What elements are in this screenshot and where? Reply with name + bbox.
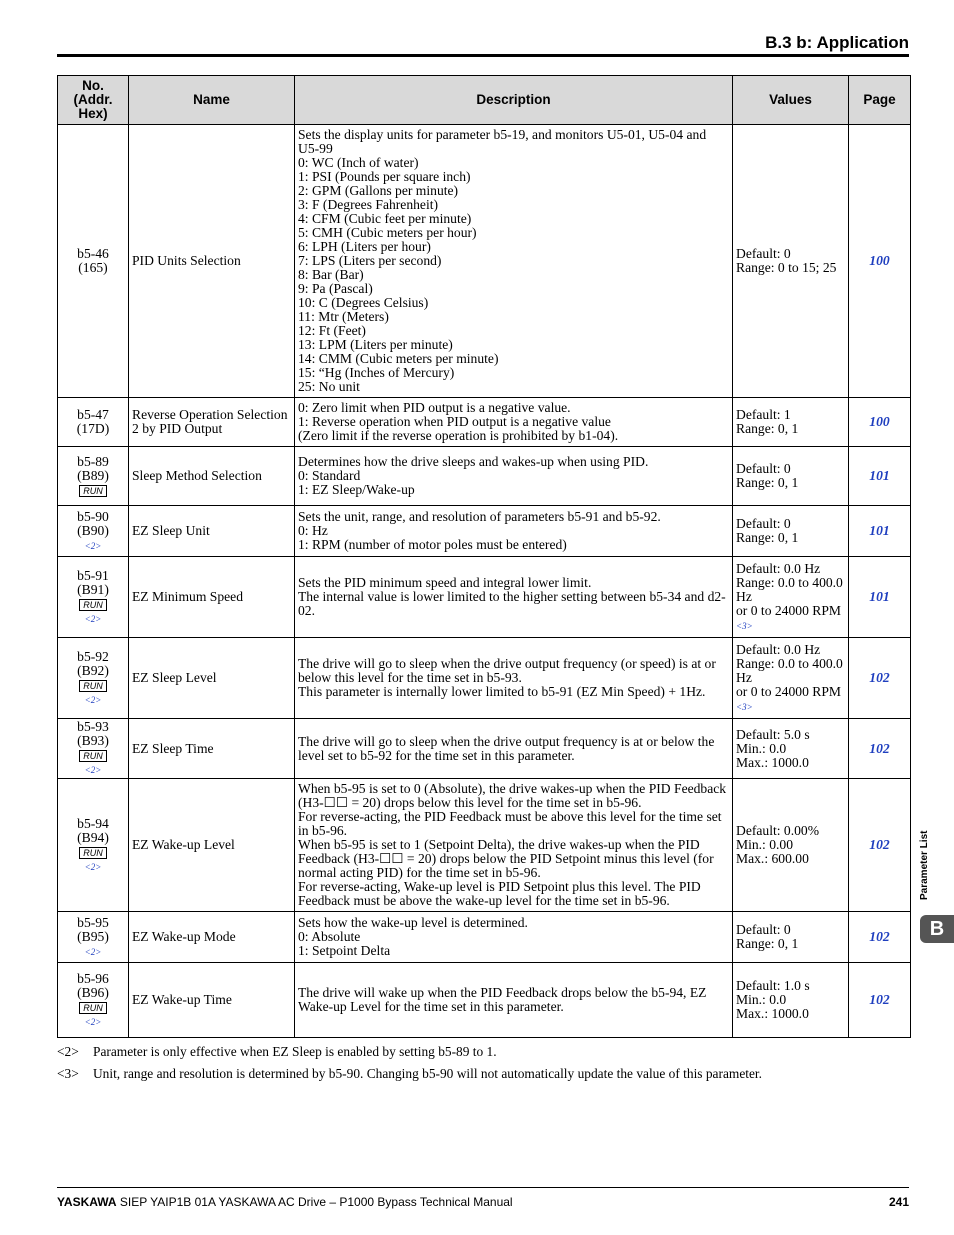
cell-values	[733, 125, 849, 398]
cell-number	[58, 963, 129, 1038]
cell-description	[295, 638, 733, 719]
cell-page	[849, 557, 911, 638]
value-line: or 0 to 24000 RPM	[736, 602, 841, 618]
cell-number	[58, 912, 129, 963]
description-line: 5: CMH (Cubic meters per hour)	[298, 225, 477, 240]
value-line: Max.: 1000.0	[736, 1006, 809, 1021]
description-line: 1: Reverse operation when PID output is a negative value	[298, 414, 611, 429]
description-line: Determines how the drive sleeps and wakes-up when using PID.	[298, 454, 649, 469]
description-line: Sets the display units for parameter b5-19, and monitors U5-01, U5-04 and U5-99	[298, 127, 707, 156]
cell-values	[733, 963, 849, 1038]
page-link[interactable]: 102	[869, 929, 890, 944]
cell-name	[129, 719, 295, 779]
param-address: (B94)	[77, 829, 109, 845]
value-line: Min.: 0.0	[736, 992, 787, 1007]
cell-values	[733, 557, 849, 638]
description-line: 1: Setpoint Delta	[298, 943, 391, 958]
header-rule	[57, 54, 909, 57]
note-ref[interactable]: <2>	[84, 1016, 102, 1027]
value-line: Default: 0	[736, 516, 791, 531]
param-name: EZ Minimum Speed	[132, 589, 244, 604]
cell-page	[849, 506, 911, 557]
table-row	[58, 557, 911, 638]
footnote-text: Unit, range and resolution is determined by b5-90. Changing b5-90 will not automatically update the value of this parameter.	[93, 1066, 762, 1081]
description-line: 0: WC (Inch of water)	[298, 155, 419, 170]
note-ref[interactable]: <2>	[84, 946, 102, 957]
page-link[interactable]: 100	[869, 253, 890, 268]
cell-values	[733, 719, 849, 779]
param-address: (B91)	[77, 581, 109, 597]
param-address: (B95)	[77, 928, 109, 944]
footnote-text: Parameter is only effective when EZ Sleep is enabled by setting b5-89 to 1.	[93, 1044, 497, 1059]
value-line: Max.: 600.00	[736, 851, 809, 866]
cell-values	[733, 912, 849, 963]
table-row	[58, 963, 911, 1038]
description-line: The drive will wake up when the PID Feedback drops below the b5-94, EZ Wake-up Level for the time set in this parameter.	[298, 985, 707, 1014]
footer-text: SIEP YAIP1B 01A YASKAWA AC Drive – P1000 Bypass Technical Manual	[116, 1195, 513, 1209]
cell-number	[58, 779, 129, 912]
value-line: Range: 0, 1	[736, 421, 799, 436]
col-header-no-line: Hex)	[78, 106, 108, 121]
table-header-row	[58, 76, 911, 125]
page-link[interactable]: 102	[869, 837, 890, 852]
value-line: Min.: 0.00	[736, 837, 794, 852]
cell-values	[733, 506, 849, 557]
param-address: (B90)	[77, 522, 109, 538]
description-line: 15: “Hg (Inches of Mercury)	[298, 365, 455, 380]
col-header-no-line: (Addr.	[73, 92, 113, 107]
value-line: Max.: 1000.0	[736, 754, 809, 770]
param-address: (B96)	[77, 984, 109, 1000]
note-ref[interactable]: <2>	[84, 540, 102, 551]
description-line: 0: Hz	[298, 523, 328, 538]
cell-name	[129, 447, 295, 506]
value-line: Default: 0	[736, 922, 791, 937]
param-number: b5-46	[77, 246, 109, 261]
value-line: Default: 0.0 Hz	[736, 560, 821, 576]
param-number: b5-91	[77, 567, 109, 583]
value-line: Range: 0, 1	[736, 475, 799, 490]
description-line: Sets how the wake-up level is determined.	[298, 915, 528, 930]
cell-values	[733, 447, 849, 506]
cell-number	[58, 506, 129, 557]
value-line: Default: 0	[736, 246, 791, 261]
note-ref[interactable]: <2>	[84, 694, 102, 705]
description-line: 13: LPM (Liters per minute)	[298, 337, 453, 352]
section-tab[interactable]: B	[920, 915, 954, 943]
description-line: 3: F (Degrees Fahrenheit)	[298, 197, 439, 212]
param-number: b5-92	[77, 648, 109, 664]
param-name: EZ Sleep Level	[132, 670, 217, 685]
description-line: 10: C (Degrees Celsius)	[298, 295, 429, 310]
cell-name	[129, 638, 295, 719]
description-line: For reverse-acting, Wake-up level is PID Setpoint plus this level. The PID Feedback must be above the wake-up level for the time set in b5-96.	[298, 879, 701, 908]
description-line: This parameter is internally lower limited to b5-91 (EZ Min Speed) + 1Hz.	[298, 684, 706, 699]
value-line: Default: 0.00%	[736, 823, 820, 838]
param-number: b5-95	[77, 914, 109, 930]
description-line: 25: No unit	[298, 379, 360, 394]
param-name: EZ Sleep Unit	[132, 523, 210, 538]
footnote	[57, 1066, 762, 1082]
cell-description	[295, 779, 733, 912]
param-name: EZ Wake-up Time	[132, 992, 232, 1007]
run-badge: RUN	[79, 680, 107, 692]
table-row	[58, 779, 911, 912]
param-number: b5-90	[77, 508, 109, 524]
param-name: EZ Sleep Time	[132, 740, 214, 756]
value-line: Default: 1.0 s	[736, 978, 810, 993]
description-line: 2: GPM (Gallons per minute)	[298, 183, 459, 198]
footnote	[57, 1044, 762, 1060]
param-address: (17D)	[76, 421, 110, 436]
description-line: 12: Ft (Feet)	[298, 323, 366, 338]
page-link[interactable]: 101	[869, 589, 890, 604]
page-number: 241	[888, 1195, 909, 1209]
cell-page	[849, 912, 911, 963]
description-line: 14: CMM (Cubic meters per minute)	[298, 351, 499, 366]
run-badge: RUN	[79, 1002, 107, 1014]
table-row	[58, 398, 911, 447]
run-badge: RUN	[79, 750, 107, 762]
cell-number	[58, 398, 129, 447]
cell-name	[129, 779, 295, 912]
col-header-values: Values	[733, 76, 849, 125]
description-line: 1: RPM (number of motor poles must be entered)	[298, 537, 567, 552]
cell-description	[295, 447, 733, 506]
param-address: (B93)	[77, 733, 109, 748]
cell-description	[295, 125, 733, 398]
note-ref[interactable]: <2>	[84, 861, 102, 872]
value-line: Range: 0, 1	[736, 530, 799, 545]
param-name: Sleep Method Selection	[132, 468, 262, 483]
param-number: b5-47	[77, 407, 109, 422]
description-line: For reverse-acting, the PID Feedback must be above this level for the time set in b5-96.	[298, 809, 722, 838]
param-name: EZ Wake-up Mode	[132, 929, 236, 944]
description-line: 11: Mtr (Meters)	[298, 309, 389, 324]
cell-page	[849, 398, 911, 447]
footer-brand: YASKAWA	[57, 1195, 117, 1209]
cell-number	[58, 447, 129, 506]
cell-name	[129, 506, 295, 557]
cell-description	[295, 398, 733, 447]
description-line: 8: Bar (Bar)	[298, 267, 364, 282]
run-badge: RUN	[79, 485, 107, 497]
table-row	[58, 125, 911, 398]
cell-name	[129, 125, 295, 398]
cell-page	[849, 638, 911, 719]
run-badge: RUN	[79, 599, 107, 611]
description-line: 0: Absolute	[298, 929, 361, 944]
cell-name	[129, 912, 295, 963]
cell-page	[849, 447, 911, 506]
param-address: (B89)	[77, 468, 109, 483]
footer	[57, 1195, 513, 1209]
value-line: Range: 0 to 15; 25	[736, 260, 837, 275]
description-line: Sets the unit, range, and resolution of parameters b5-91 and b5-92.	[298, 509, 661, 524]
side-section-label: Parameter List	[919, 830, 930, 900]
footer-rule	[57, 1187, 909, 1188]
col-header-no-line: No.	[82, 78, 104, 93]
table-row	[58, 506, 911, 557]
cell-values	[733, 779, 849, 912]
description-line: 1: EZ Sleep/Wake-up	[298, 482, 415, 497]
value-line: Default: 1	[736, 407, 791, 422]
cell-name	[129, 963, 295, 1038]
col-header-description: Description	[295, 76, 733, 125]
cell-page	[849, 779, 911, 912]
value-line: Range: 0.0 to 400.0 Hz	[736, 655, 843, 685]
page-link[interactable]: 101	[869, 523, 890, 538]
param-address: (165)	[78, 260, 108, 275]
table-row	[58, 912, 911, 963]
description-line: 7: LPS (Liters per second)	[298, 253, 442, 268]
page-link[interactable]: 102	[869, 740, 890, 756]
description-line: 9: Pa (Pascal)	[298, 281, 373, 296]
col-header-no	[58, 76, 129, 125]
cell-description	[295, 963, 733, 1038]
description-line: 1: PSI (Pounds per square inch)	[298, 169, 471, 184]
description-line: When b5-95 is set to 0 (Absolute), the drive wakes-up when the PID Feedback (H3-☐☐ = 20) drops below this level for the time set in b5-96.	[298, 781, 727, 810]
description-line: 6: LPH (Liters per hour)	[298, 239, 431, 254]
param-name: EZ Wake-up Level	[132, 837, 235, 852]
value-note-ref[interactable]: <3>	[736, 701, 753, 712]
value-line: Range: 0, 1	[736, 936, 799, 951]
param-number: b5-93	[77, 719, 109, 734]
cell-page	[849, 963, 911, 1038]
cell-number	[58, 125, 129, 398]
param-address: (B92)	[77, 662, 109, 678]
description-line: 0: Zero limit when PID output is a negative value.	[298, 400, 571, 415]
page-link[interactable]: 102	[869, 992, 890, 1007]
table-row	[58, 447, 911, 506]
footnote-tag: <2>	[57, 1044, 79, 1059]
cell-name	[129, 398, 295, 447]
cell-number	[58, 719, 129, 779]
cell-description	[295, 719, 733, 779]
description-line: 0: Standard	[298, 468, 361, 483]
description-line: The drive will go to sleep when the drive output frequency is at or below the level set to b5-92 for the time set in this parameter.	[298, 733, 715, 763]
note-ref[interactable]: <2>	[84, 765, 102, 775]
col-header-name: Name	[129, 76, 295, 125]
cell-page	[849, 719, 911, 779]
value-line: or 0 to 24000 RPM	[736, 683, 841, 699]
value-line: Default: 0	[736, 461, 791, 476]
description-line: When b5-95 is set to 1 (Setpoint Delta), the drive wakes-up when the PID Feedback (H3-☐☐ = 20) drops below the PID Setpoint minus this level (for normal acting PID) for the time set in b5-96.	[298, 837, 714, 880]
cell-page	[849, 125, 911, 398]
run-badge: RUN	[79, 847, 107, 859]
cell-name	[129, 557, 295, 638]
value-note-ref[interactable]: <3>	[736, 620, 753, 631]
cell-number	[58, 638, 129, 719]
param-number: b5-89	[77, 454, 109, 469]
description-line: The drive will go to sleep when the drive output frequency (or speed) is at or below this level for the time set in b5-93.	[298, 656, 716, 685]
param-name: Reverse Operation Selection 2 by PID Output	[132, 407, 288, 436]
cell-values	[733, 638, 849, 719]
value-line: Default: 0.0 Hz	[736, 641, 821, 657]
cell-description	[295, 506, 733, 557]
description-line: 4: CFM (Cubic feet per minute)	[298, 211, 472, 226]
value-line: Default: 5.0 s	[736, 726, 810, 742]
param-name: PID Units Selection	[132, 253, 241, 268]
page-link[interactable]: 100	[869, 414, 890, 429]
footnote-tag: <3>	[57, 1066, 79, 1081]
section-title: B.3 b: Application	[765, 33, 909, 52]
cell-number	[58, 557, 129, 638]
cell-values	[733, 398, 849, 447]
description-line: The internal value is lower limited to the higher setting between b5-34 and d2-02.	[298, 589, 726, 618]
cell-description	[295, 557, 733, 638]
table-row	[58, 719, 911, 779]
value-line: Range: 0.0 to 400.0 Hz	[736, 574, 843, 604]
col-header-page: Page	[849, 76, 911, 125]
description-line: Sets the PID minimum speed and integral lower limit.	[298, 575, 592, 590]
value-line: Min.: 0.0	[736, 740, 787, 756]
page-link[interactable]: 101	[869, 468, 890, 483]
cell-description	[295, 912, 733, 963]
page-link[interactable]: 102	[869, 670, 890, 685]
parameter-table	[57, 75, 911, 1038]
table-row	[58, 638, 911, 719]
param-number: b5-94	[77, 815, 109, 831]
footnotes	[57, 1044, 762, 1088]
note-ref[interactable]: <2>	[84, 613, 102, 624]
param-number: b5-96	[77, 970, 109, 986]
description-line: (Zero limit if the reverse operation is prohibited by b1-04).	[298, 428, 619, 443]
